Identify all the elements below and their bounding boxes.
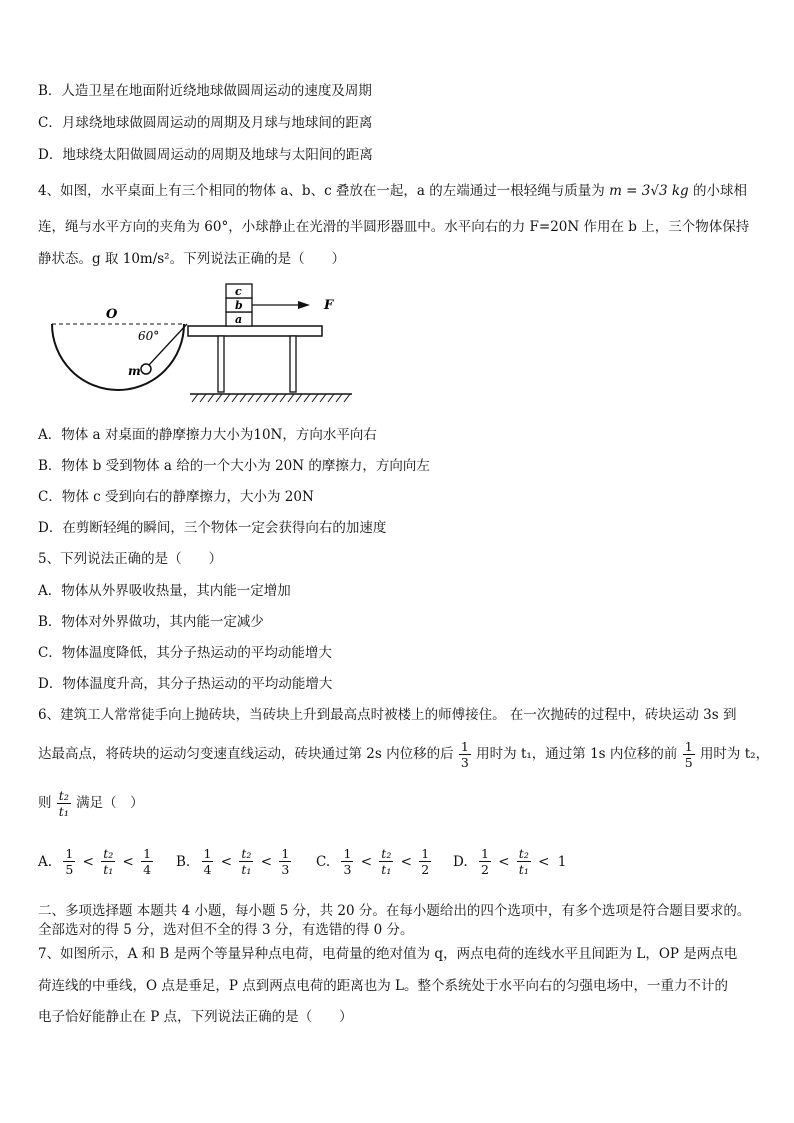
- frac-mid: $\frac{\text{t₂}}{\text{t₁}}$: [381, 846, 392, 877]
- q6-text-satisfy: 满足（ ）: [76, 795, 144, 811]
- q6-stem-line1: 6、建筑工人常常徒手向上抛砖块，当砖块上升到最高点时被楼上的师傅接住。 在一次抛砖的过程中，砖块运动 3s 到: [38, 707, 737, 723]
- table-leg-left: [218, 336, 224, 392]
- less-than: <: [400, 853, 412, 870]
- q4-stem-line2: 连，绳与水平方向的夹角为 60°，小球静止在光滑的半圆形器皿中。水平向右的力 F=20N 作用在 b 上，三个物体保持: [38, 219, 750, 235]
- label-m: m: [128, 364, 141, 378]
- q4-stem-line1: [38, 182, 747, 200]
- frac-left: $\frac{1}{4}$: [203, 846, 212, 877]
- q6-option-b: B. $\frac{1}{4}$ < $\frac{\text{t₂}}{\text{t₁}}$ < $\frac{1}{3}$: [176, 846, 290, 877]
- less-than: <: [260, 853, 273, 870]
- q6-option-a: A. $\frac{1}{5}$ < $\frac{\text{t₂}}{\text{t₁}}$ < $\frac{1}{4}$: [38, 846, 152, 877]
- q5-option-d: D．物体温度升高，其分子热运动的平均动能增大: [38, 676, 333, 692]
- q4-mass: m = 3√3 kg: [609, 183, 689, 199]
- label-c: c: [235, 285, 242, 298]
- less-than: <: [498, 853, 510, 870]
- q5-option-a: A．物体从外界吸收热量，其内能一定增加: [38, 583, 291, 599]
- fraction-one-third: $\frac{1}{3}$: [460, 739, 469, 770]
- label-b: b: [235, 299, 243, 312]
- frac-mid: $\frac{\text{t₂}}{\text{t₁}}$: [103, 846, 114, 877]
- frac-right: $\frac{1}{2}$: [421, 846, 430, 877]
- q6-text-a: 达最高点，将砖块的运动匀变速直线运动，砖块通过第 2s 内位移的后: [38, 746, 454, 762]
- force-arrowhead: [298, 301, 310, 309]
- table-leg-right: [290, 336, 296, 392]
- q4-option-c: C．物体 c 受到向右的静摩擦力，大小为 20N: [38, 489, 314, 505]
- label-a: a: [235, 313, 243, 326]
- q5-option-b: B．物体对外界做功，其内能一定减少: [38, 614, 264, 630]
- section2-line2: 全部选对的得 5 分，选对但不全的得 3 分，有选错的得 0 分。: [38, 922, 414, 938]
- q6-text-b: 用时为 t₁，通过第 1s 内位移的前: [476, 746, 678, 762]
- section2-line1: 二、多项选择题 本题共 4 小题，每小题 5 分，共 20 分。在每小题给出的四个选项中，有多个选项是符合题目要求的。: [38, 903, 751, 919]
- q3-option-b: B．人造卫星在地面附近绕地球做圆周运动的速度及周期: [38, 83, 372, 99]
- table-top: [188, 326, 322, 336]
- q4-stem-end: 的小球相: [692, 183, 747, 199]
- label-O: O: [106, 307, 118, 322]
- q4-option-a: A．物体 a 对桌面的静摩擦力大小为10N，方向水平向右: [38, 427, 377, 443]
- less-than: <: [220, 853, 233, 870]
- label-F: F: [324, 298, 334, 313]
- q6-stem-line3: [38, 786, 144, 820]
- frac-left: $\frac{1}{3}$: [343, 846, 352, 877]
- less-than: <: [122, 853, 134, 870]
- q6-stem-line2: [38, 738, 769, 770]
- ground-hatch: [192, 394, 350, 402]
- q6-option-d: D. $\frac{1}{2}$ < $\frac{\text{t₂}}{\text{t₁}}$ < 1: [453, 846, 567, 877]
- q4-option-d: D．在剪断轻绳的瞬间，三个物体一定会获得向右的加速度: [38, 520, 387, 536]
- q5-stem: 5、下列说法正确的是（ ）: [38, 551, 223, 567]
- q4-figure: [40, 280, 360, 410]
- frac-mid: $\frac{\text{t₂}}{\text{t₁}}$: [241, 846, 252, 877]
- frac-right: $\frac{1}{3}$: [281, 846, 290, 877]
- ball-m: [141, 364, 151, 374]
- q4-stem-line3: 静状态。g 取 10m/s²。下列说法正确的是（ ）: [38, 251, 346, 267]
- q7-stem-line3: 电子恰好能静止在 P 点，下列说法正确的是（ ）: [38, 1009, 353, 1025]
- frac-right: $\frac{1}{4}$: [143, 846, 152, 877]
- q6-text-then: 则: [38, 795, 52, 811]
- q3-option-c: C．月球绕地球做圆周运动的周期及月球与地球间的距离: [38, 115, 373, 131]
- less-than: <: [538, 853, 550, 870]
- q7-stem-line2: 荷连线的中垂线，O 点是垂足，P 点到两点电荷的距离也为 L。整个系统处于水平向右的匀强电场中，一重力不计的: [38, 978, 728, 994]
- one-value: 1: [557, 853, 567, 870]
- semicircle-bowl: [52, 324, 184, 390]
- less-than: <: [360, 853, 372, 870]
- q4-stem-text: 4、如图，水平桌面上有三个相同的物体 a、b、c 叠放在一起，a 的左端通过一根轻绳与质量为: [38, 183, 605, 199]
- frac-mid: $\frac{\text{t₂}}{\text{t₁}}$: [518, 846, 529, 877]
- label-angle: 60°: [138, 329, 160, 343]
- q5-option-c: C．物体温度降低，其分子热运动的平均动能增大: [38, 645, 332, 661]
- q4-option-b: B．物体 b 受到物体 a 给的一个大小为 20N 的摩擦力，方向向左: [38, 458, 430, 474]
- fraction-ratio: $\frac{\text{t₂}}{\text{t₁}}$: [58, 788, 69, 819]
- frac-left: $\frac{1}{2}$: [480, 846, 489, 877]
- less-than: <: [82, 853, 94, 870]
- q3-option-d: D．地球绕太阳做圆周运动的周期及地球与太阳间的距离: [38, 147, 373, 163]
- frac-left: $\frac{1}{5}$: [65, 846, 74, 877]
- q6-option-c: C. $\frac{1}{3}$ < $\frac{\text{t₂}}{\text{t₁}}$ < $\frac{1}{2}$: [316, 846, 430, 877]
- fraction-one-fifth: $\frac{1}{5}$: [684, 739, 693, 770]
- q7-stem-line1: 7、如图所示，A 和 B 是两个等量异种点电荷，电荷量的绝对值为 q，两点电荷的连线水平且间距为 L，OP 是两点电: [38, 946, 738, 962]
- q6-text-c: 用时为 t₂，: [699, 746, 770, 762]
